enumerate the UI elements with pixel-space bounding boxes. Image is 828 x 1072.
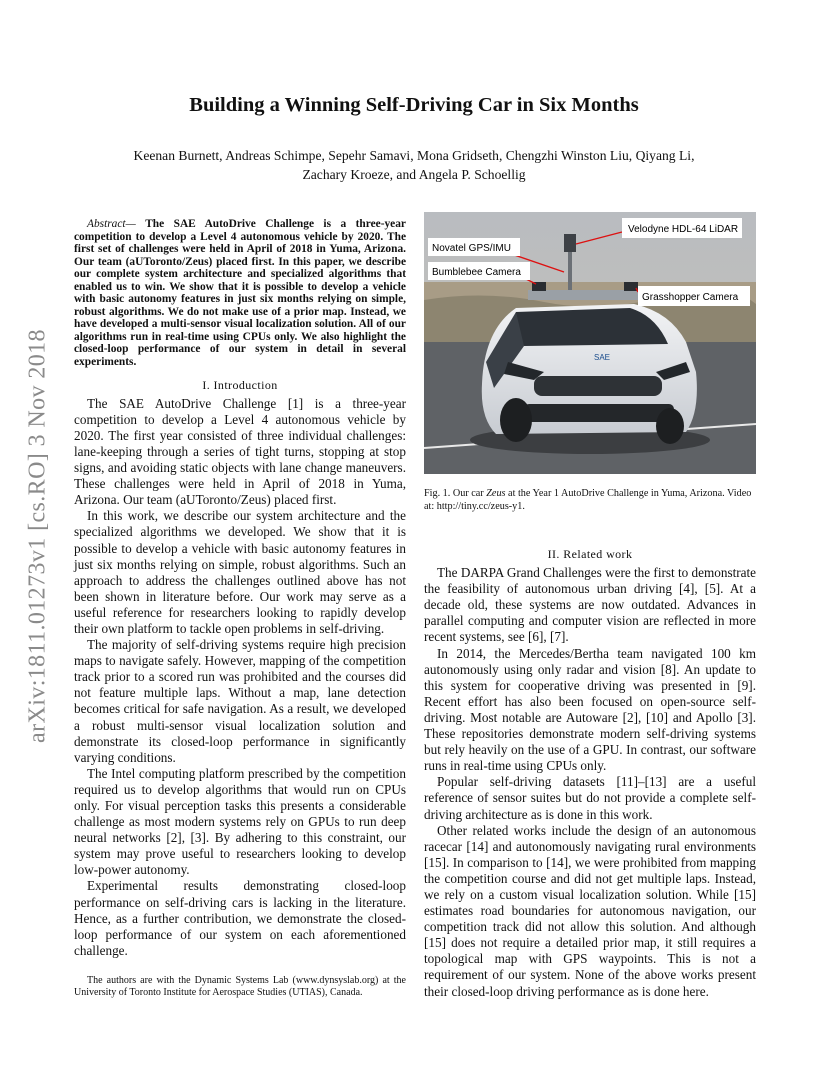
section-heading-related-work: II. Related work (547, 547, 633, 561)
arxiv-identifier: arXiv:1811.01273v1 [cs.RO] 3 Nov 2018 (24, 329, 51, 743)
affiliation-footnote: The authors are with the Dynamic Systems Lab (www.dynsyslab.org) at the University of Toronto Institute for Aerospace Studies (UTIAS), Canada. (74, 974, 406, 999)
label-gps-imu: Novatel GPS/IMU (432, 243, 511, 254)
author-list (90, 146, 738, 184)
figure-car-photo (424, 212, 756, 474)
abstract-text: The SAE AutoDrive Challenge is a three-year competition to develop a Level 4 autonomous vehicle by 2020. The first set of challenges were held in April of 2018 in Yuma, Arizona. Our team (aUToronto/Zeus) placed first. In this paper, we describe our complete system architecture and specialized algorithms that enabled us to win. We show that it is possible to develop a vehicle with basic autonomy features in just six months relying on simple, robust algorithms. We do not make use of a prior map. Instead, we have developed a multi-sensor visual localization solution. All of our algorithms run in real-time using CPUs only. We also highlight the closed-loop performance of our system in detail in several experiments. (74, 218, 406, 369)
related-paragraph-1: The DARPA Grand Challenges were the first to demonstrate the feasibility of autonomous urban driving [4], [5]. At a decade old, these systems are now outdated. Advances in parallel computing and computer vision are reflected in more recent systems, see [6], [7]. (424, 565, 756, 645)
label-grasshopper-camera: Grasshopper Camera (642, 292, 739, 303)
intro-paragraph-2: In this work, we describe our system architecture and the specialized algorithms we developed. We show that it is possible to develop a vehicle with basic autonomy features in just six months relying on simple, robust algorithms. Such an approach to address the challenges outlined above has not been shown in literature before. Our work may serve as a useful reference for researchers looking to rapidly develop their own platform to tackle open problems in self-driving. (74, 508, 406, 636)
intro-paragraph-4: The Intel computing platform prescribed by the competition required us to develop algorithms that would run on CPUs only. For visual perception tasks this presents a considerable challenge as most modern systems rely on GPUs to run deep neural networks [2], [3]. By adhering to this constraint, our system may prove useful to researchers looking to develop low-power autonomy. (74, 765, 406, 878)
paper-title: Building a Winning Self-Driving Car in Six Months (189, 94, 639, 116)
arxiv-sidebar (18, 0, 58, 1072)
intro-paragraph-5: Experimental results demonstrating closed-loop performance on self-driving cars is lacking in the literature. Hence, as a further contribution, we demonstrate the closed-loop performance of our system on each aforementioned challenge. (74, 878, 406, 958)
car-door-text: SAE (594, 353, 611, 362)
related-paragraph-3: Popular self-driving datasets [11]–[13] are a useful reference of sensor suites but do not provide a complete self-driving architecture as is done in this work. (424, 774, 756, 822)
related-paragraph-4: Other related works include the design of an autonomous racecar [14] and autonomously navigating rural environments [15]. In comparison to [14], we were prohibited from mapping the competition course and did not get multiple laps. Instead, we rely on a custom visual localization solution. While [15] estimates road boundaries for autonomous navigation, our competition track did not allow this solution. And although [15] does not require a detailed prior map, it still requires a topological map with GPS waypoints. This is not a requirement of our system. None of the above works present their closed-loop driving performance as is done here. (424, 822, 756, 999)
label-lidar: Velodyne HDL-64 LiDAR (628, 224, 739, 235)
right-column (424, 544, 756, 1000)
intro-paragraph-1: The SAE AutoDrive Challenge [1] is a three-year competition to develop a Level 4 autonomous vehicle by 2020. The first year consisted of three individual challenges: lane-keeping through a series of tight turns, stopping at stop signs, and avoiding static objects with lane change maneuvers. These challenges were held in April of 2018 in Yuma, Arizona. Our team (aUToronto/Zeus) placed first. (74, 395, 406, 508)
figure-caption: Fig. 1. Our car Zeus at the Year 1 AutoDrive Challenge in Yuma, Arizona. Video at: http://tiny.cc/zeus-y1. (424, 488, 752, 512)
abstract (74, 218, 406, 369)
authors-line-1: Keenan Burnett, Andreas Schimpe, Sepehr Samavi, Mona Gridseth, Chengzhi Winston Liu, Qiyang Li, (133, 148, 695, 163)
related-paragraph-2: In 2014, the Mercedes/Bertha team navigated 100 km autonomously using only radar and vision [8]. An update to this system for cooperative driving was presented in [9]. Recent effort has also been focused on open-source self-driving. Most notable are Autoware [2], [10] and Apollo [3]. These repositories demonstrate modern self-driving systems but rely heavily on the use of a GPU. In contrast, our software runs in real-time using CPUs only. (424, 645, 756, 774)
abstract-label: Abstract— (87, 218, 146, 230)
left-column (74, 218, 406, 1000)
authors-line-2: Zachary Kroeze, and Angela P. Schoellig (302, 167, 526, 182)
section-heading-introduction: I. Introduction (202, 377, 278, 392)
intro-paragraph-3: The majority of self-driving systems require high precision maps to navigate safely. However, mapping of the competition track prior to a scored run was prohibited and the courses did not feature multiple laps. Without a map, lane detection becomes critical for safe navigation. As a result, we developed a robust multi-sensor visual localization solution and demonstrate its closed-loop performance in significantly varying conditions. (74, 637, 406, 765)
label-bumblebee-camera: Bumblebee Camera (432, 267, 521, 278)
